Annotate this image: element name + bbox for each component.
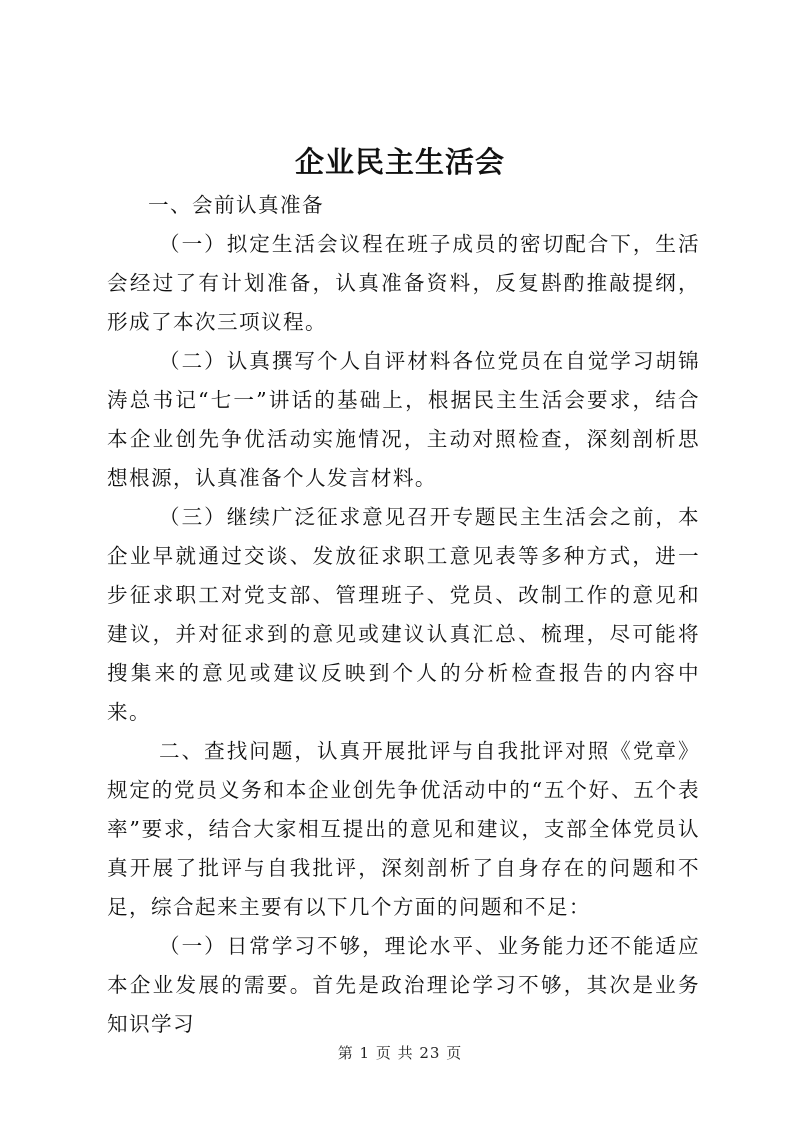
paragraph: 二、查找问题，认真开展批评与自我批评对照《党章》规定的党员义务和本企业创先争优活动中的“五个好、五个表率”要求，结合大家相互提出的意见和建议，支部全体党员认真开展了批评与自我批评，深刻剖析了自身存在的问题和不足，综合起来主要有以下几个方面的问题和不足： (107, 739, 700, 919)
paragraph: （三）继续广泛征求意见召开专题民主生活会之前，本企业早就通过交谈、发放征求职工意见表等多种方式，进一步征求职工对党支部、管理班子、党员、改制工作的意见和建议，并对征求到的意见或建议认真汇总、梳理，尽可能将搜集来的意见或建议反映到个人的分析检查报告的内容中来。 (107, 505, 700, 724)
section-heading: 一、会前认真准备 (148, 193, 324, 217)
document-body (107, 186, 700, 1044)
paragraph: （二）认真撰写个人自评材料各位党员在自觉学习胡锦涛总书记“七一”讲话的基础上，根据民主生活会要求，结合本企业创先争优活动实施情况，主动对照检查，深刻剖析思想根源，认真准备个人发言材料。 (107, 349, 700, 490)
page-footer: 第 1 页 共 23 页 (337, 1044, 463, 1062)
document-title: 企业民主生活会 (294, 145, 505, 179)
paragraph: （一）日常学习不够，理论水平、业务能力还不能适应本企业发展的需要。首先是政治理论学习不够，其次是业务知识学习 (107, 934, 700, 1036)
paragraph: （一）拟定生活会议程在班子成员的密切配合下，生活会经过了有计划准备，认真准备资料，反复斟酌推敲提纲，形成了本次三项议程。 (107, 232, 700, 334)
